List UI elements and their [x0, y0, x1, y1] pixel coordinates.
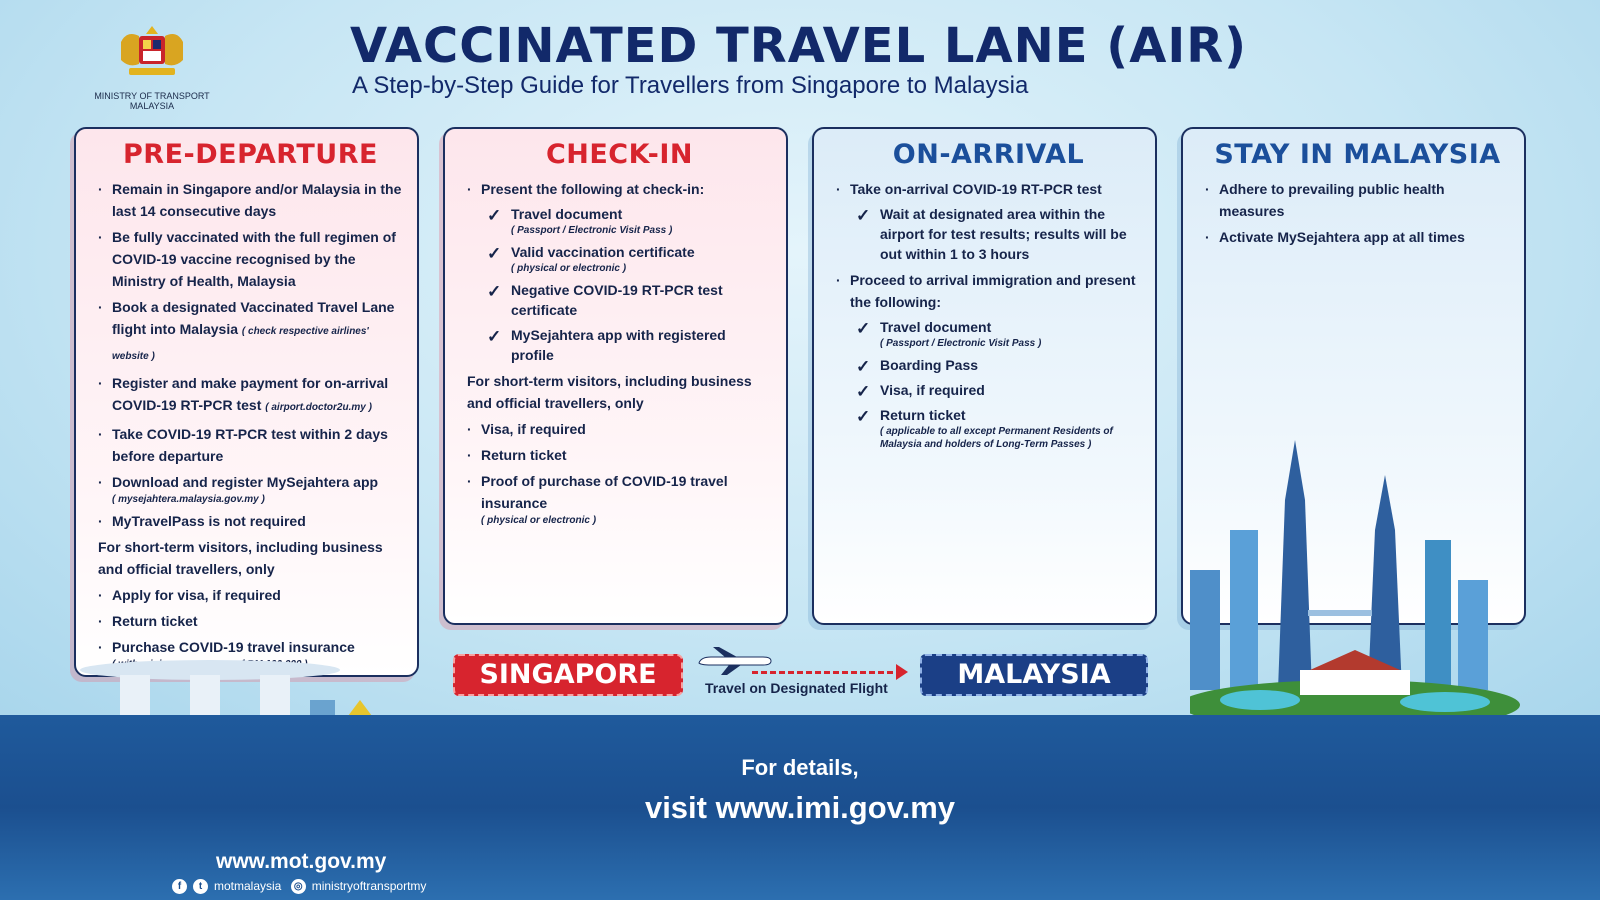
list-item: · Adhere to prevailing public health measures [1205, 178, 1510, 222]
checklist-item: ✓ Valid vaccination certificate ( physical or electronic ) [487, 244, 695, 274]
mot-website-link[interactable]: www.mot.gov.my [216, 850, 387, 873]
checkmark-icon: ✓ [856, 407, 871, 426]
checklist-item: ✓ Wait at designated area within the airport for test results; results will be out within 1 to 3 hours [856, 206, 1127, 262]
checkmark-icon: ✓ [856, 357, 871, 376]
pre-departure-panel [74, 127, 419, 677]
list-item: · Apply for visa, if required [98, 584, 403, 606]
ministry-logo [88, 22, 216, 111]
checklist-item: ✓ Travel document ( Passport / Electronic Visit Pass ) [856, 319, 1042, 349]
facebook-icon[interactable]: f [172, 879, 187, 894]
social-links [172, 879, 432, 894]
social-handle[interactable]: motmalaysia [214, 879, 282, 893]
list-item: · Register and make payment for on-arrival COVID-19 RT-PCR test ( airport.doctor2u.my ) [98, 372, 403, 419]
kuala-lumpur-skyline-illustration [1190, 440, 1520, 720]
list-item: · Take on-arrival COVID-19 RT-PCR test [836, 178, 1141, 200]
on-arrival-title: ON-ARRIVAL [892, 139, 1085, 170]
list-item: · Download and register MySejahtera app ( mysejahtera.malaysia.gov.my ) [98, 471, 403, 506]
checkmark-icon: ✓ [487, 244, 502, 263]
list-item: · Activate MySejahtera app at all times [1205, 226, 1510, 248]
page-subtitle: A Step-by-Step Guide for Travellers from Singapore to Malaysia [352, 72, 1029, 99]
checkmark-icon: ✓ [856, 319, 871, 338]
checkmark-icon: ✓ [856, 206, 871, 225]
list-item: · Be fully vaccinated with the full regimen of COVID-19 vaccine recognised by the Ministry of Health, Malaysia [98, 226, 403, 292]
checklist-item: ✓ Boarding Pass [856, 357, 979, 376]
checkmark-icon: ✓ [487, 282, 502, 301]
instagram-handle[interactable]: ministryoftransportmy [311, 879, 427, 893]
list-item: · Present the following at check-in: [467, 178, 772, 200]
details-link[interactable]: visit www.imi.gov.my [644, 790, 956, 825]
mysejahtera-link-note[interactable]: ( mysejahtera.malaysia.gov.my ) [112, 494, 265, 505]
list-item: · Purchase COVID-19 travel insurance [98, 636, 403, 671]
flight-label: Travel on Designated Flight [705, 680, 888, 696]
checklist-item: ✓ Travel document ( Passport / Electronic Visit Pass ) [487, 206, 673, 236]
checklist-item: ✓ Visa, if required [856, 382, 985, 401]
instagram-icon[interactable]: ◎ [291, 879, 306, 894]
checklist-item: ✓ MySejahtera app with registered profile [487, 327, 726, 363]
checkmark-icon: ✓ [487, 327, 502, 346]
list-item: · Visa, if required [467, 418, 772, 440]
stay-title: STAY IN MALAYSIA [1214, 139, 1501, 170]
list-item: · Return ticket [98, 610, 403, 632]
checkmark-icon: ✓ [487, 206, 502, 225]
list-item: · Take COVID-19 RT-PCR test within 2 days before departure [98, 423, 403, 467]
check-in-panel [443, 127, 788, 625]
origin-singapore-badge: SINGAPORE [453, 654, 683, 696]
insurance-note: ( physical or electronic ) [481, 515, 597, 526]
checklist-item: ✓ Return ticket ( applicable to all except Permanent Residents of Malaysia and holders of Long-Term Passes ) [856, 407, 1113, 450]
list-item: · Remain in Singapore and/or Malaysia in the last 14 consecutive days [98, 178, 403, 222]
on-arrival-panel [812, 127, 1157, 625]
checkmark-icon: ✓ [856, 382, 871, 401]
twitter-icon[interactable]: t [193, 879, 208, 894]
checklist-item: ✓ Negative COVID-19 RT-PCR test certificate [487, 282, 723, 318]
list-item: · Book a designated Vaccinated Travel Lane flight into Malaysia ( check respective airlines' website ) [98, 296, 403, 368]
details-text: For details, [741, 755, 859, 780]
destination-malaysia-badge: MALAYSIA [920, 654, 1148, 696]
list-item: · Return ticket [467, 444, 772, 466]
route-arrow-head [896, 664, 908, 680]
list-item: · Proof of purchase of COVID-19 travel insurance ( physical or electronic ) [467, 470, 772, 527]
check-in-title: CHECK-IN [545, 139, 694, 170]
ministry-name: MINISTRY OF TRANSPORT MALAYSIA [94, 91, 210, 111]
list-item: · Proceed to arrival immigration and present the following: [836, 269, 1141, 313]
register-link-note[interactable]: ( airport.doctor2u.my ) [265, 402, 372, 413]
airline-note: ( check respective airlines' website ) [112, 326, 369, 362]
short-term-heading: For short-term visitors, including business and official travellers, only [98, 539, 383, 577]
route-arrow [752, 671, 902, 674]
page-title: VACCINATED TRAVEL LANE (AIR) [350, 18, 1248, 74]
coat-of-arms-icon [113, 22, 191, 82]
short-term-heading: For short-term visitors, including business and official travellers, only [467, 373, 752, 411]
list-item: · MyTravelPass is not required [98, 510, 403, 532]
pre-departure-title: PRE-DEPARTURE [123, 139, 378, 170]
